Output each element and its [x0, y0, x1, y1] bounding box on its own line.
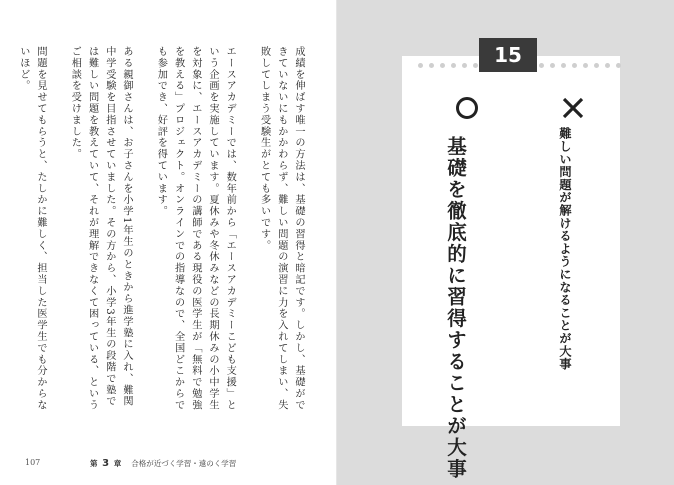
- page-number: 107: [25, 458, 41, 467]
- note-card: [402, 56, 620, 426]
- correct-approach-text: 基礎を徹底的に習得することが大事: [444, 136, 467, 480]
- hole-icon: [616, 63, 621, 68]
- running-title: 合格が近づく学習・遠のく学習: [131, 459, 237, 468]
- paragraph-4: 問題を見せてもらうと、たしかに難しく、担当した医学生でも分からないほど。: [17, 46, 46, 411]
- hole-icon: [561, 63, 566, 68]
- hole-icon: [462, 63, 467, 68]
- chapter-suffix: 章: [113, 459, 123, 468]
- chapter-prefix: 第: [90, 459, 99, 468]
- hole-icon: [440, 63, 445, 68]
- running-head: [90, 458, 236, 469]
- chapter-label: [90, 458, 122, 469]
- wrong-approach-text: 難しい問題が解けるようになることが大事: [558, 127, 572, 371]
- hole-icon: [594, 63, 599, 68]
- body-text: [15, 46, 307, 416]
- hole-icon: [550, 63, 555, 68]
- hole-icon: [583, 63, 588, 68]
- circle-icon: [456, 97, 478, 119]
- hole-icon: [539, 63, 544, 68]
- chapter-number: 3: [102, 458, 111, 469]
- hole-icon: [418, 63, 423, 68]
- cross-icon: [561, 96, 585, 120]
- paragraph-2: エースアカデミーでは、数年前から「エースアカデミーこども支援」という企画を実施しています。夏休みや冬休みなどの長期休みの小中学生を対象に、エースアカデミーの講師である現役の医学生が「無料で勉強を教える」プロジェクト。オンラインでの指導なので、全国どこからでも参加でき、好評を得ています。: [155, 46, 236, 411]
- hole-icon: [572, 63, 577, 68]
- hole-icon: [451, 63, 456, 68]
- paragraph-3: ある親御さんは、お子さんを小学1年生のときから進学塾に入れ、難関中学受験を目指させていました。その方から、小学3年生の段階で塾では難しい問題を教えていて、それが理解できなくて困っている、というご相談を受けました。: [69, 46, 132, 411]
- tip-number-badge: 15: [479, 38, 537, 72]
- hole-icon: [429, 63, 434, 68]
- hole-icon: [473, 63, 478, 68]
- hole-icon: [605, 63, 610, 68]
- paragraph-1: 成績を伸ばす唯一の方法は、基礎の習得と暗記です。しかし、基礎ができていないにもかかわらず、難しい問題の演習に力を入れてしまい、失敗してしまう受験生がとても多いです。: [258, 46, 304, 411]
